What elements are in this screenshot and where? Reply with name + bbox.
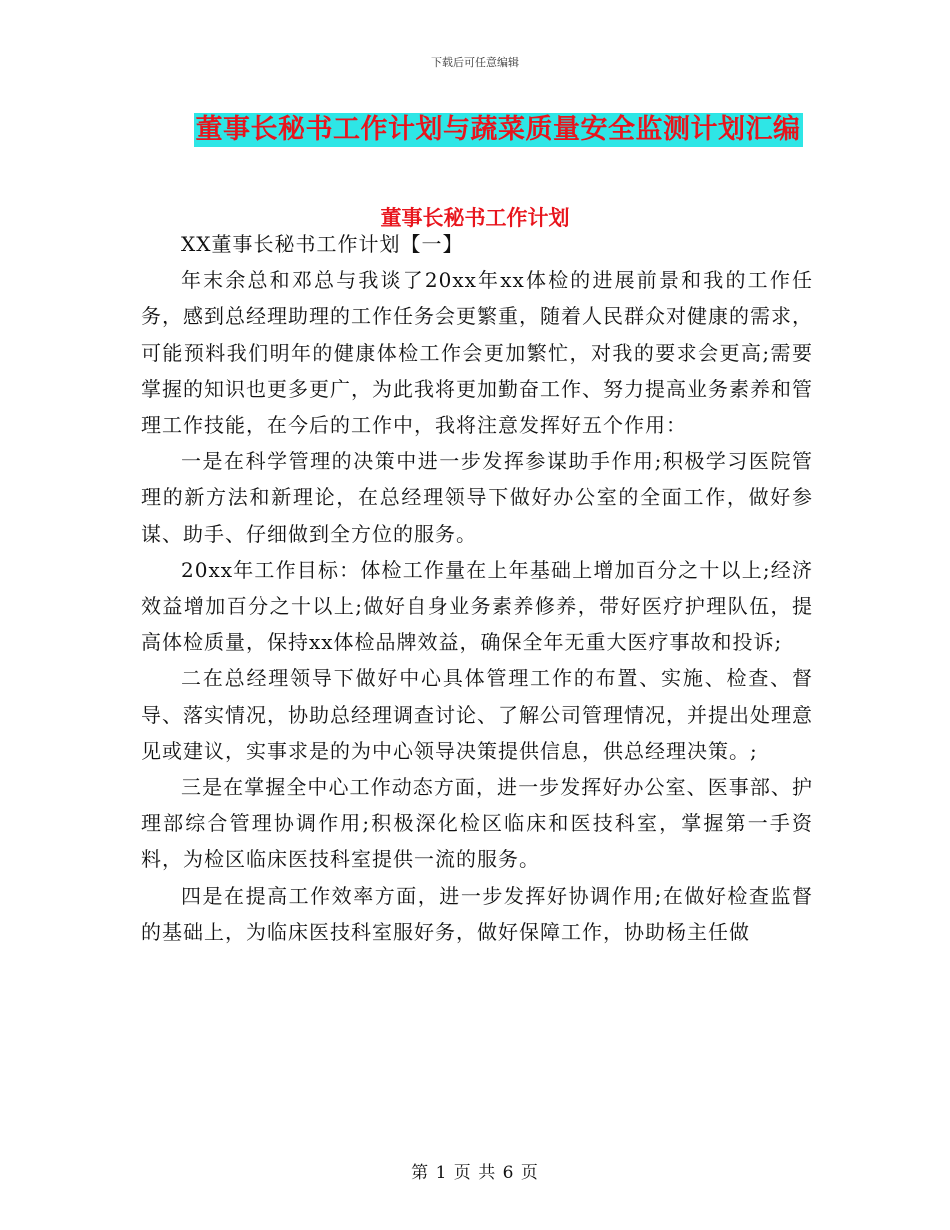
body-paragraph-role-four: 四是在提高工作效率方面，进一步发挥好协调作用;在做好检查监督的基础上，为临床医技科室服好务，做好保障工作，协助杨主任做	[141, 883, 813, 944]
body-paragraph-role-three: 三是在掌握全中心工作动态方面，进一步发挥好办公室、医事部、护理部综合管理协调作用;积极深化检区临床和医技科室，掌握第一手资料，为检区临床医技科室提供一流的服务。	[141, 775, 813, 872]
body-paragraph-intro: 年末余总和邓总与我谈了20xx年xx体检的进展前景和我的工作任务，感到总经理助理的工作任务会更繁重，随着人民群众对健康的需求，可能预料我们明年的健康体检工作会更加繁忙，对我的要求会更高;需要掌握的知识也更多更广，为此我将更加勤奋工作、努力提高业务素养和管理工作技能，在今后的工作中，我将注意发挥好五个作用：	[141, 268, 813, 438]
document-main-title: 董事长秘书工作计划与蔬菜质量安全监测计划汇编	[195, 114, 801, 145]
page-header-note: 下载后可任意编辑	[431, 56, 519, 69]
body-paragraph-goals: 20xx年工作目标：体检工作量在上年基础上增加百分之十以上;经济效益增加百分之十以上;做好自身业务素养修养，带好医疗护理队伍，提高体检质量，保持xx体检品牌效益，确保全年无重大医疗事故和投诉;	[141, 557, 813, 655]
section-title: 董事长秘书工作计划	[380, 205, 570, 230]
document-body	[141, 226, 813, 950]
plan-heading-paragraph: XX董事长秘书工作计划【一】	[181, 232, 464, 256]
page-number-footer: 第 1 页 共 6 页	[411, 1163, 539, 1183]
body-paragraph-role-one: 一是在科学管理的决策中进一步发挥参谋助手作用;积极学习医院管理的新方法和新理论，在总经理领导下做好办公室的全面工作，做好参谋、助手、仔细做到全方位的服务。	[141, 449, 813, 546]
body-paragraph-role-two: 二在总经理领导下做好中心具体管理工作的布置、实施、检查、督导、落实情况，协助总经理调查讨论、了解公司管理情况，并提出处理意见或建议，实事求是的为中心领导决策提供信息，供总经理决策。;	[141, 666, 813, 763]
main-title-container	[0, 113, 950, 147]
